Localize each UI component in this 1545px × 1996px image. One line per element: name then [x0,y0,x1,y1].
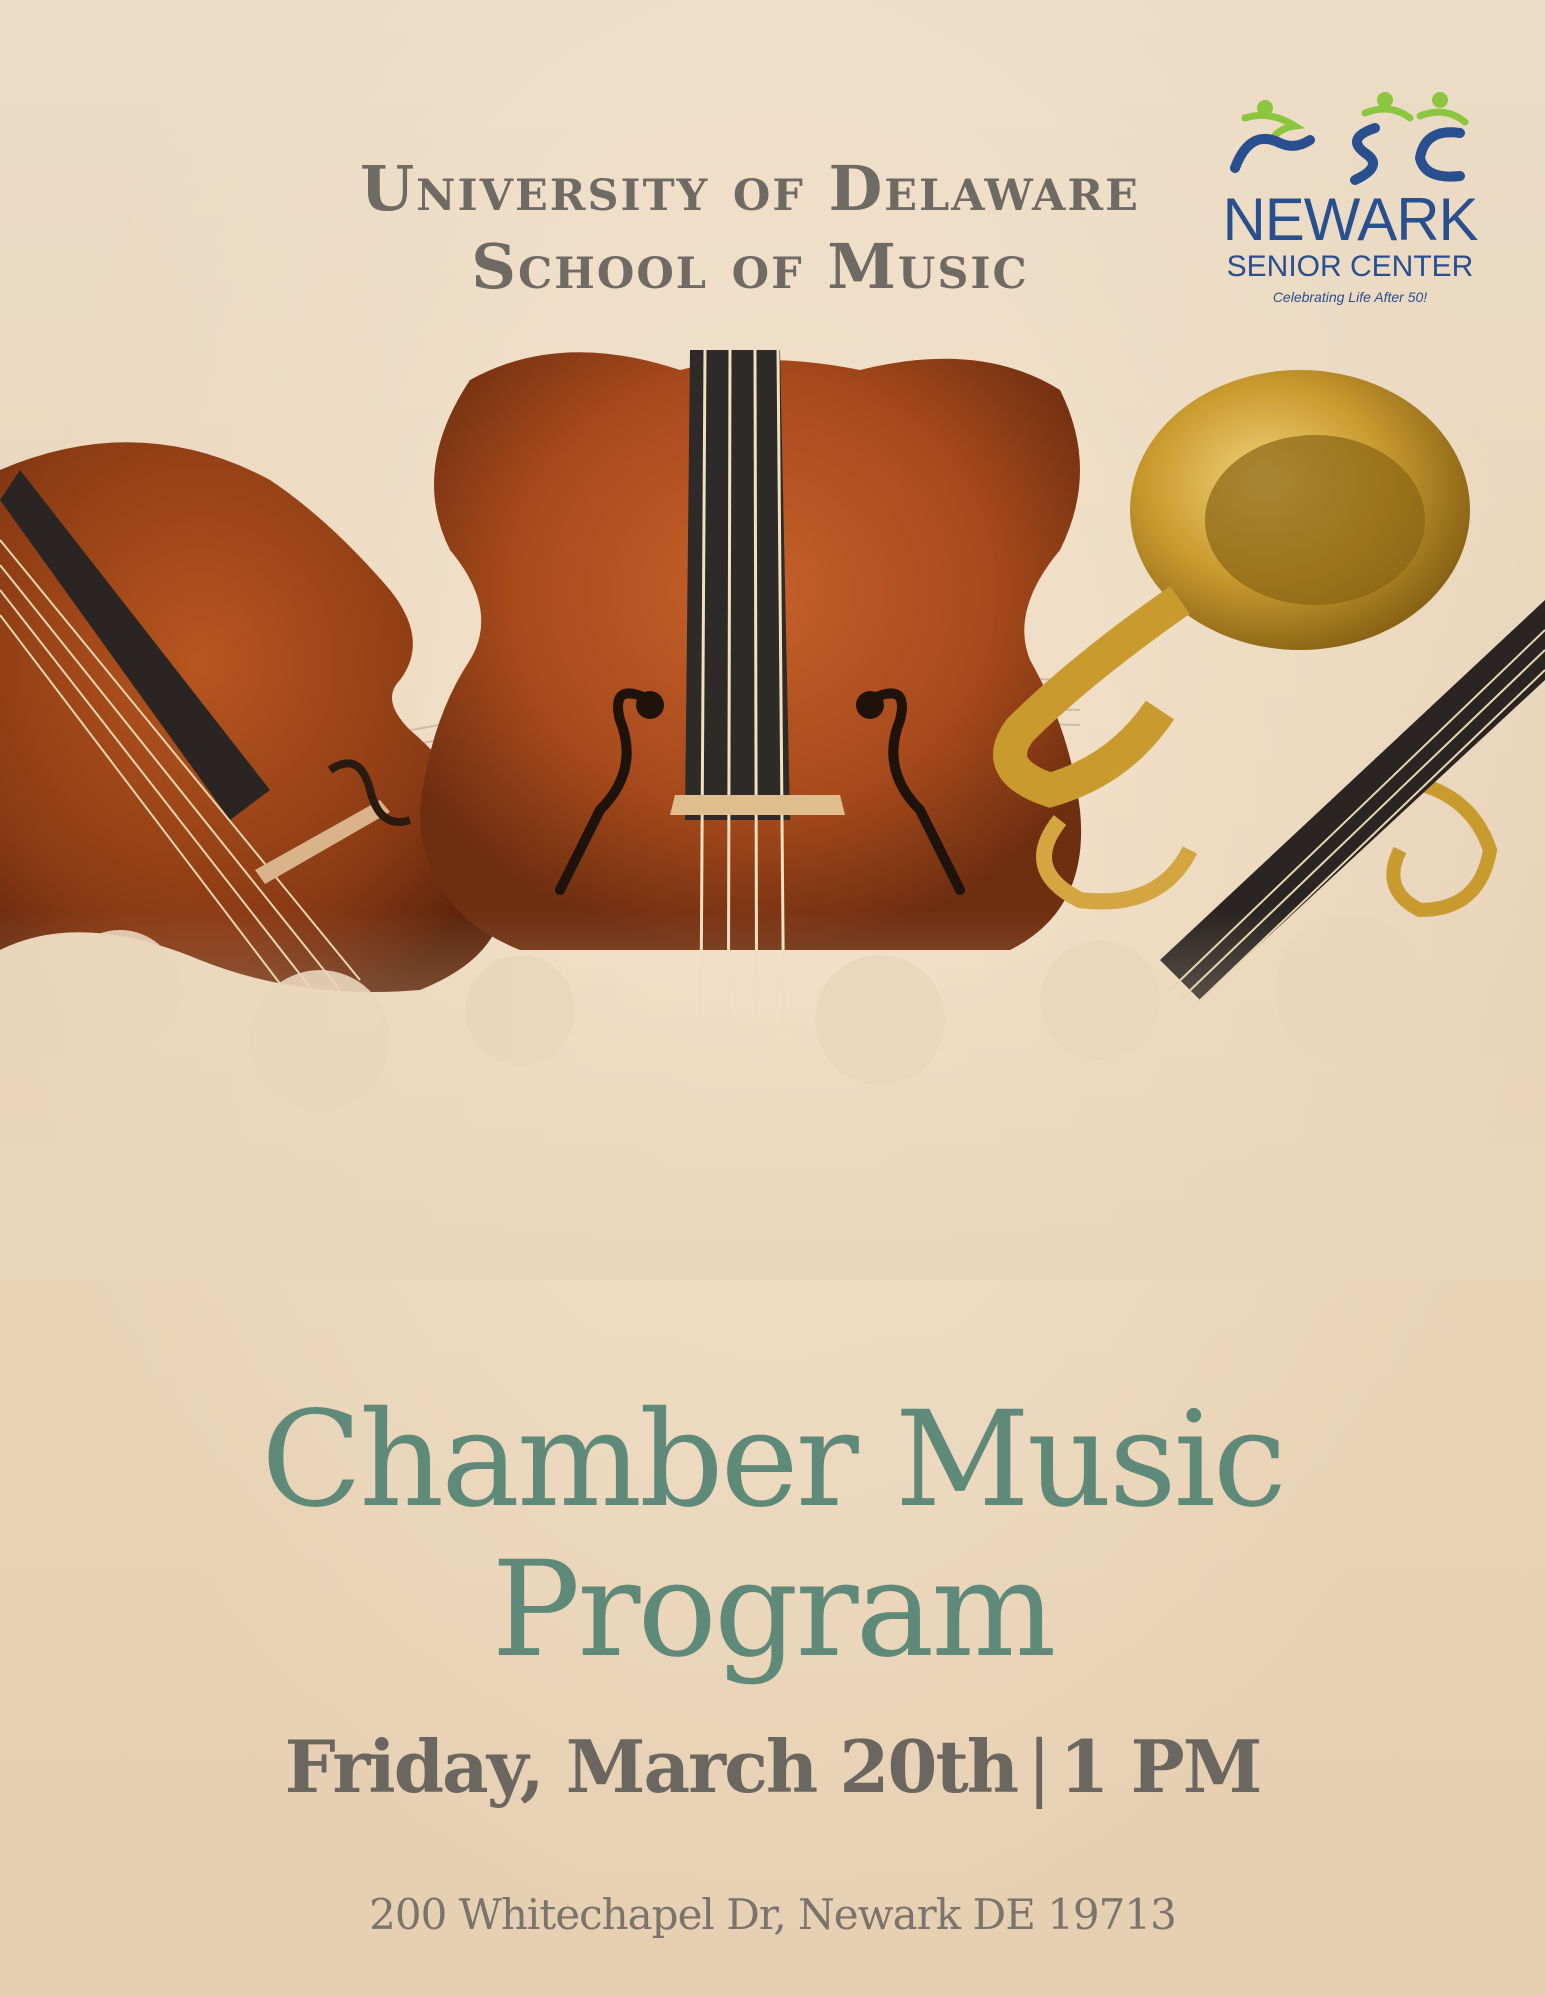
nsc-dancers-logo-icon [1225,88,1475,188]
event-date: Friday, March 20th [284,1724,1018,1809]
school-name: School of Music [471,230,1029,303]
violins-and-french-horn-illustration [0,350,1545,1280]
university-name: University of Delaware [360,152,1140,225]
logo-tagline: Celebrating Life After 50! [1272,289,1428,305]
event-title [100,1385,1445,1685]
logo-name: NEWARK [1222,186,1478,253]
event-title-line2: Program [491,1533,1054,1687]
event-datetime [100,1725,1445,1809]
event-title-line1: Chamber Music [261,1383,1284,1537]
event-address: 200 Whitechapel Dr, Newark DE 19713 [369,1890,1176,1939]
event-time: 1 PM [1059,1724,1261,1809]
datetime-separator: | [1027,1725,1050,1809]
newark-senior-center-logo [1205,88,1495,318]
university-header [300,150,1200,306]
logo-subtitle: SENIOR CENTER [1226,250,1474,283]
